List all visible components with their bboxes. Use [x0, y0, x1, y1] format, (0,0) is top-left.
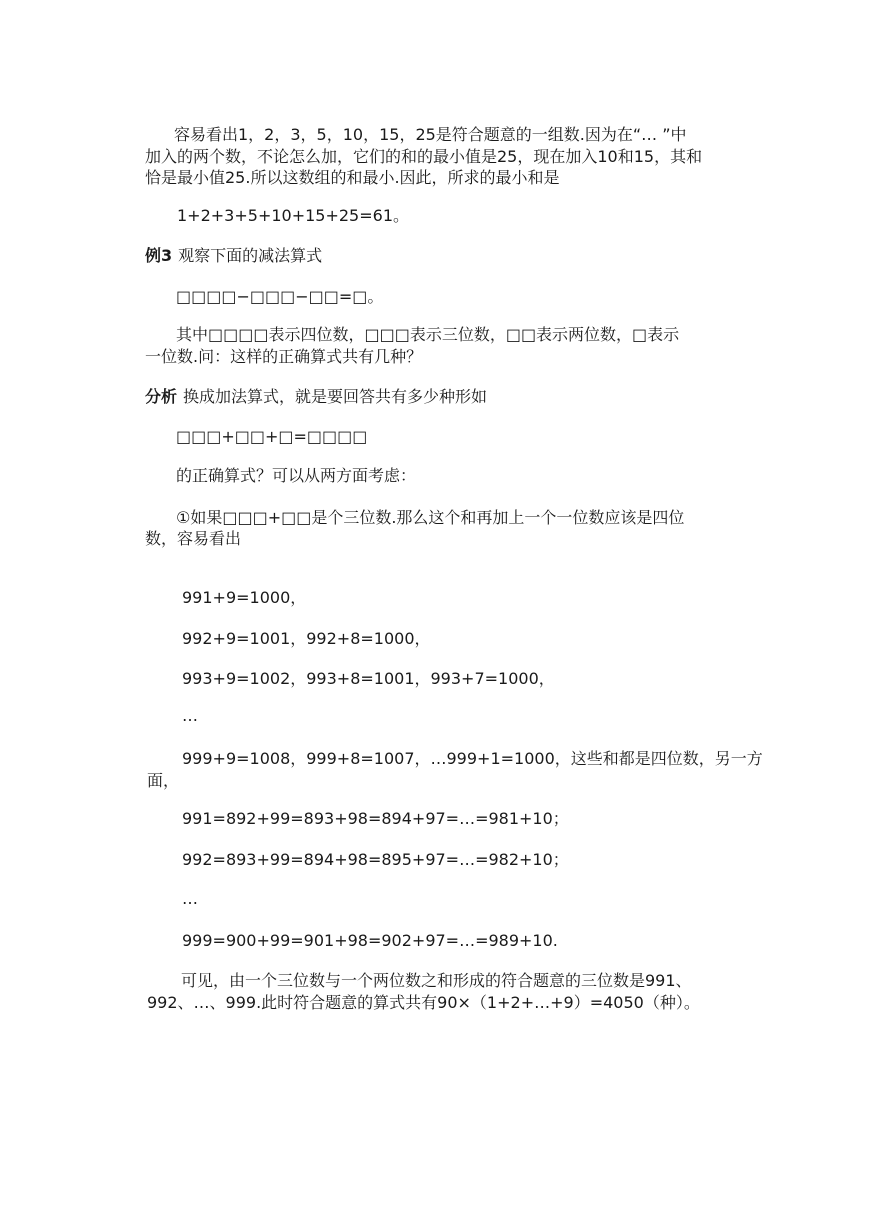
- example3-desc-line-1: 其中□□□□表示四位数，□□□表示三位数，□□表示两位数，□表示: [176, 325, 680, 344]
- sum-row-3: 993+9=1002，993+8=1001，993+7=1000，: [182, 669, 555, 688]
- analysis-text: 换成加法算式，就是要回答共有多少种形如: [183, 387, 488, 406]
- sum-last-line-1: 999+9=1008，999+8=1007，…999+1=1000，这些和都是四位数，另一方: [182, 749, 763, 768]
- decomp-row-2: 992=893+99=894+98=895+97=…=982+10；: [182, 850, 569, 869]
- analysis-heading: [145, 386, 487, 407]
- example3-desc-line-2: 一位数.问：这样的正确算式共有几种？: [145, 347, 423, 366]
- intro-equation: 1+2+3+5+10+15+25=61。: [177, 206, 410, 225]
- conclusion-line-2: 992、…、999.此时符合题意的算式共有90×（1+2+…+9）=4050（种）。: [147, 993, 700, 1012]
- analysis-label: 分析: [145, 387, 178, 406]
- example3-heading: [145, 245, 322, 266]
- example-label: 例3: [145, 246, 173, 265]
- case1-line-2: 数，容易看出: [145, 529, 242, 548]
- conclusion-line-1: 可见，由一个三位数与一个两位数之和形成的符合题意的三位数是991、: [181, 971, 692, 990]
- addition-formula: □□□+□□+□=□□□□: [176, 427, 368, 446]
- subtraction-formula: □□□□−□□□−□□=□。: [176, 287, 384, 306]
- intro-line-1: 容易看出1，2，3，5，10，15，25是符合题意的一组数.因为在“… ”中: [174, 125, 687, 144]
- sum-row-ellipsis: …: [182, 706, 198, 725]
- sum-row-1: 991+9=1000，: [182, 588, 307, 607]
- decomp-row-last: 999=900+99=901+98=902+97=…=989+10.: [182, 931, 558, 950]
- example-title: 观察下面的减法算式: [178, 246, 323, 265]
- consider-line: 的正确算式？可以从两方面考虑：: [176, 466, 417, 485]
- intro-line-3: 恰是最小值25.所以这数组的和最小.因此，所求的最小和是: [145, 168, 560, 187]
- sum-row-2: 992+9=1001，992+8=1000，: [182, 629, 431, 648]
- intro-line-2: 加入的两个数，不论怎么加，它们的和的最小值是25，现在加入10和15，其和: [145, 147, 703, 166]
- decomp-row-ellipsis: …: [182, 889, 198, 908]
- decomp-row-1: 991=892+99=893+98=894+97=…=981+10；: [182, 809, 569, 828]
- case1-line-1: ①如果□□□+□□是个三位数.那么这个和再加上一个一位数应该是四位: [176, 508, 685, 527]
- sum-last-line-2: 面，: [147, 771, 180, 790]
